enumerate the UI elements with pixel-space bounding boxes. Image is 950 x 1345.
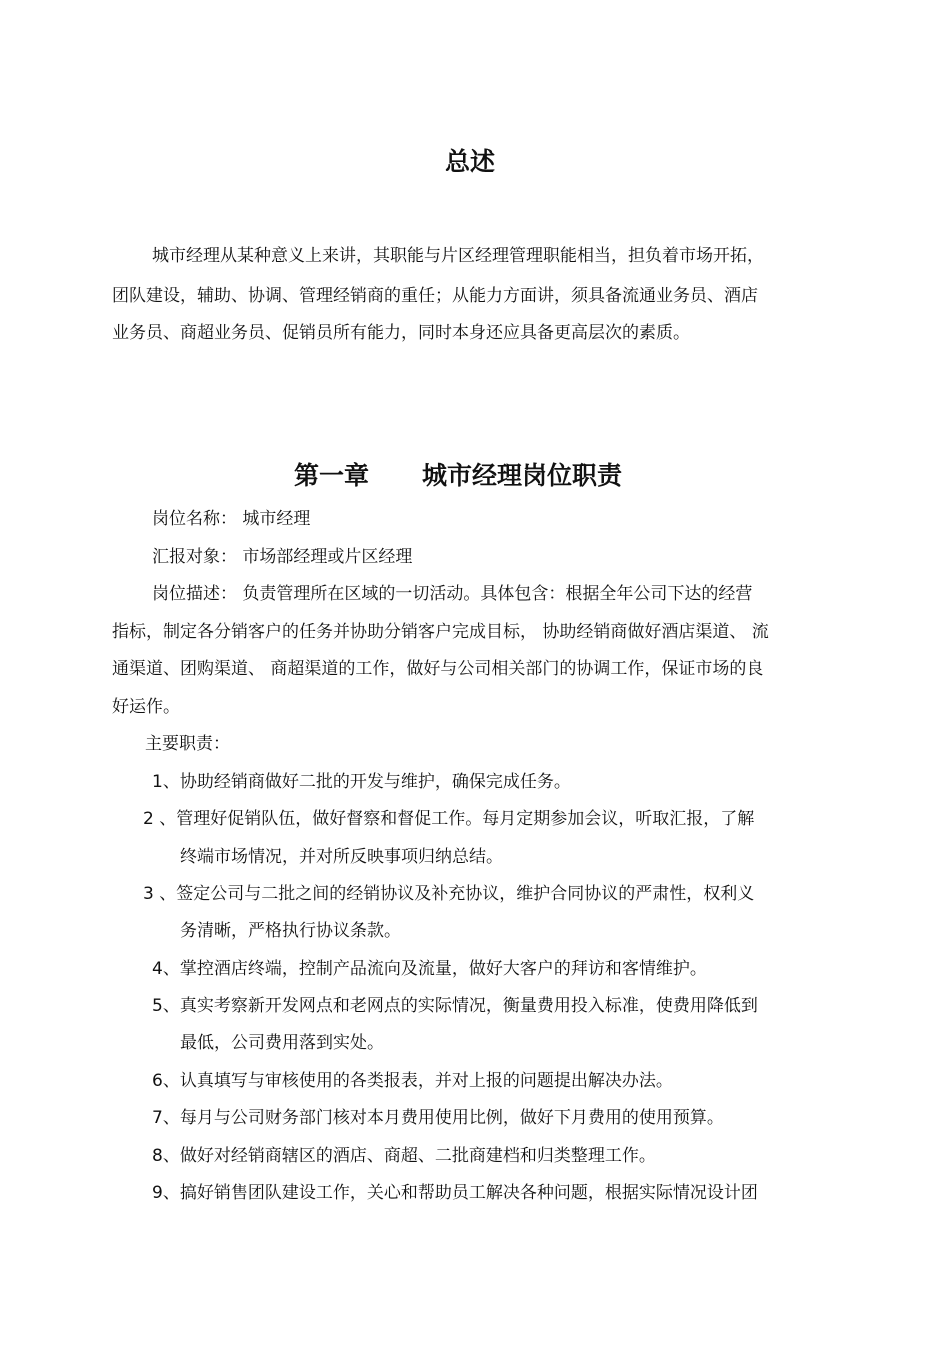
duty-item: 1、协助经销商做好二批的开发与维护，确保完成任务。 <box>152 772 571 792</box>
description-line: 通渠道、团购渠道、 商超渠道的工作，做好与公司相关部门的协调工作，保证市场的良 <box>112 659 764 679</box>
duty-item: 终端市场情况，并对所反映事项归纳总结。 <box>180 847 503 867</box>
chapter-number: 第一章 <box>294 461 370 490</box>
duty-item: 2 、管理好促销队伍，做好督察和督促工作。每月定期参加会议，听取汇报，了解 <box>143 809 755 829</box>
duty-item: 4、掌控酒店终端，控制产品流向及流量，做好大客户的拜访和客情维护。 <box>152 959 707 979</box>
overview-line: 城市经理从某种意义上来讲，其职能与片区经理管理职能相当，担负着市场开拓， <box>152 246 764 266</box>
duty-item: 3 、签定公司与二批之间的经销协议及补充协议，维护合同协议的严肃性，权利义 <box>143 884 755 904</box>
overview-line: 业务员、商超业务员、促销员所有能力，同时本身还应具备更高层次的素质。 <box>112 323 690 343</box>
duties-heading: 主要职责： <box>145 734 230 754</box>
description-line: 好运作。 <box>112 697 180 717</box>
duty-item: 务清晰，严格执行协议条款。 <box>180 921 401 941</box>
duty-item: 9、搞好销售团队建设工作，关心和帮助员工解决各种问题，根据实际情况设计团 <box>152 1183 758 1203</box>
duty-item: 6、认真填写与审核使用的各类报表，并对上报的问题提出解决办法。 <box>152 1071 673 1091</box>
duty-item: 7、每月与公司财务部门核对本月费用使用比例，做好下月费用的使用预算。 <box>152 1108 724 1128</box>
overview-line: 团队建设，辅助、协调、管理经销商的重任；从能力方面讲，须具备流通业务员、酒店 <box>112 286 758 306</box>
report-to: 汇报对象： 市场部经理或片区经理 <box>152 547 413 567</box>
description-line: 岗位描述： 负责管理所在区域的一切活动。具体包含：根据全年公司下达的经营 <box>152 584 753 604</box>
description-line: 指标，制定各分销客户的任务并协助分销客户完成目标， 协助经销商做好酒店渠道、 流 <box>112 622 769 642</box>
duty-item: 最低，公司费用落到实处。 <box>180 1033 384 1053</box>
chapter-title: 城市经理岗位职责 <box>422 461 623 490</box>
position-name: 岗位名称： 城市经理 <box>152 509 311 529</box>
duty-item: 5、真实考察新开发网点和老网点的实际情况，衡量费用投入标准，使费用降低到 <box>152 996 758 1016</box>
overview-title: 总述 <box>445 147 496 176</box>
duty-item: 8、做好对经销商辖区的酒店、商超、二批商建档和归类整理工作。 <box>152 1146 656 1166</box>
